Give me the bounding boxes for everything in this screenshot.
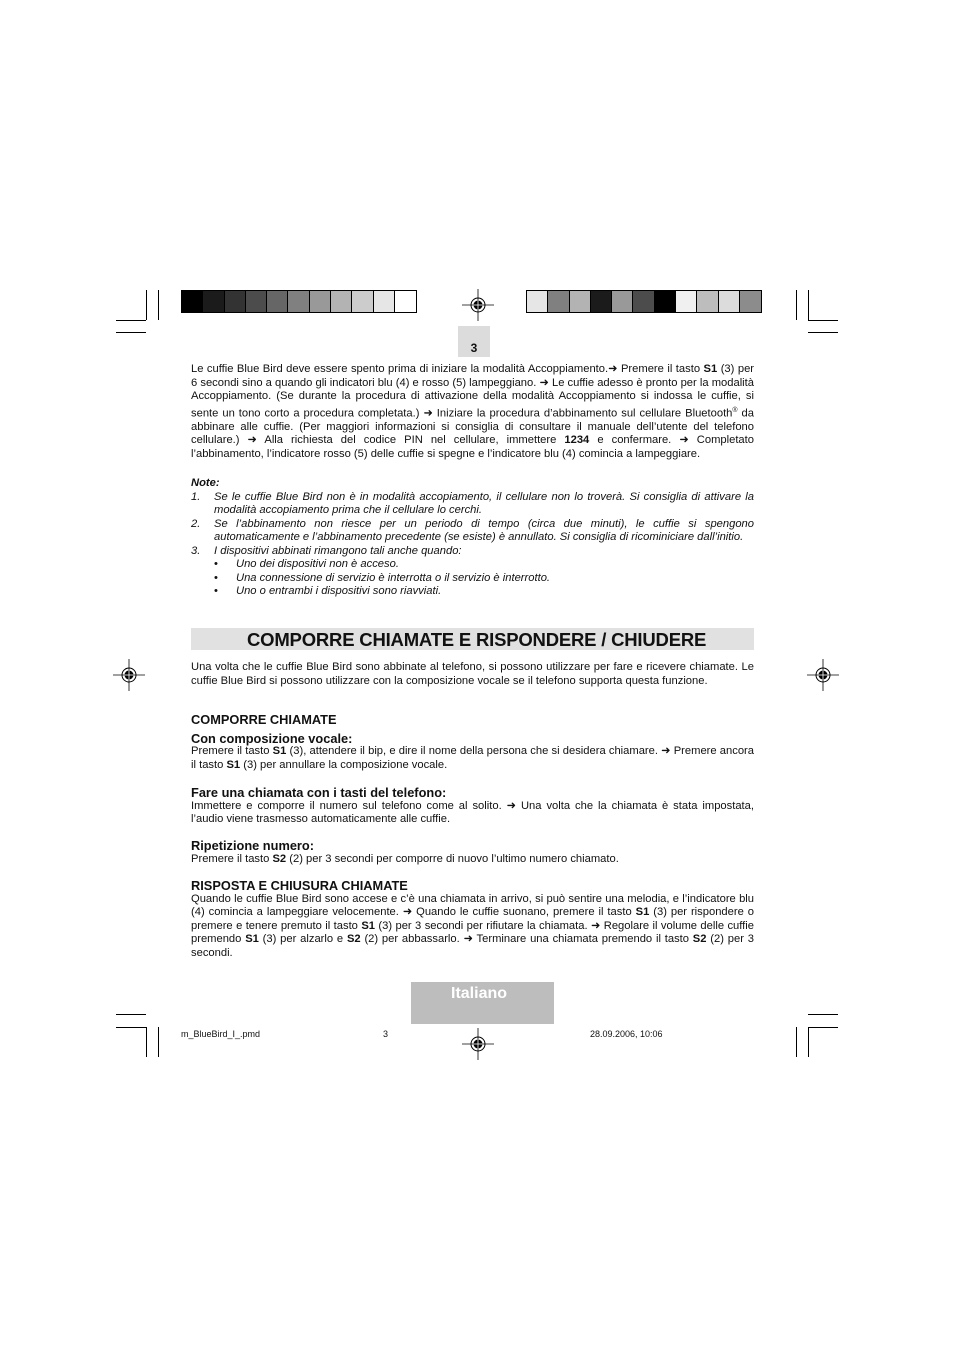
color-swatch: [374, 291, 395, 312]
color-swatch: [331, 291, 352, 312]
footer-page: 3: [383, 1029, 389, 1039]
ripetizione-heading: Ripetizione numero:: [191, 838, 314, 853]
color-swatch: [548, 291, 569, 312]
color-calibration-bar-left: [181, 290, 417, 313]
notes-title: Note:: [191, 477, 220, 489]
color-calibration-bar-right: [526, 290, 762, 313]
crop-mark: [146, 290, 147, 320]
crop-mark: [146, 1027, 147, 1057]
color-swatch: [267, 291, 288, 312]
arrow-icon: ➜: [590, 919, 601, 932]
registration-mark-icon: [113, 659, 145, 691]
color-swatch: [203, 291, 224, 312]
color-swatch: [182, 291, 203, 312]
arrow-icon: ➜: [247, 434, 257, 447]
note-item: 3. I dispositivi abbinati rimangono tali anche quando: • Uno dei dispositivi non è acceso. • Una connessione di servizio è interrotta o il servizio è interrotto. • Uno o entrambi i dispositivi sono riavviati.: [191, 545, 754, 599]
registration-mark-icon: [462, 1028, 494, 1060]
crop-mark: [808, 332, 838, 333]
intro-paragraph: Le cuffie Blue Bird deve essere spento prima di iniziare la modalità Accoppiamento.➜ Premere il tasto S1 (3) per 6 secondi sino a quando gli indicatori blu (4) e rosso (5) lampeggiano. ➜ Le cuffie adesso è pronto per la modalità Accoppiamento. (Se durante la procedura di attivazione della modalità Accoppiamento si indossa le cuffie, si sente un tono corto a procedura completata.) ➜ Iniziare la procedura d’abbinamento sul cellulare Bluetooth® da abbinare alle cuffie. (Per maggiori informazioni si consiglia di consultare il manuale dell’utente del telefono cellulare.) ➜ Alla richiesta del codice PIN nel cellulare, immettere 1234 e confermare. ➜ Completato l’abbinamento, l’indicatore rosso (5) delle cuffie si spegne e l’indicatore blu (4) comincia a lampeggiare.: [191, 363, 755, 460]
color-swatch: [591, 291, 612, 312]
arrow-icon: ➜: [661, 745, 671, 757]
arrow-icon: ➜: [402, 906, 413, 918]
color-swatch: [310, 291, 331, 312]
registration-mark-icon: [807, 659, 839, 691]
crop-mark: [116, 1014, 146, 1015]
vocale-heading: Con composizione vocale:: [191, 730, 353, 746]
language-tab: Italiano: [411, 982, 554, 1024]
crop-mark: [116, 1027, 146, 1028]
color-swatch: [527, 291, 548, 312]
color-swatch: [633, 291, 654, 312]
crop-mark: [116, 332, 146, 333]
arrow-icon: ➜: [539, 376, 549, 389]
color-swatch: [288, 291, 309, 312]
note-item: 1. Se le cuffie Blue Bird non è in modalità accopiamento, il cellulare non lo troverà. Si consiglia di attivare la modalità accopiamento prima che il cellulare lo cerchi.: [191, 490, 754, 516]
notes-list: [191, 491, 754, 599]
crop-mark: [796, 290, 797, 320]
crop-mark: [158, 290, 159, 320]
risposta-heading: RISPOSTA E CHIUSURA CHIAMATE: [191, 878, 408, 893]
comporre-block: COMPORRE CHIAMATE Con composizione vocale: Premere il tasto S1 (3), attendere il bip, e dire il nome della persona che si desidera chiamare. ➜ Premere ancora il tasto S1 (3) per annullare la composizione vocale.: [191, 712, 754, 771]
arrow-icon: ➜: [423, 407, 433, 420]
comporre-heading: COMPORRE CHIAMATE: [191, 712, 337, 727]
ripetizione-block: Ripetizione numero: Premere il tasto S2 (2) per 3 secondi per comporre di nuovo l’ultimo numero chiamato.: [191, 839, 754, 866]
crop-mark: [158, 1027, 159, 1057]
footer-filename: m_BlueBird_I_.pmd: [181, 1029, 261, 1039]
color-swatch: [740, 291, 761, 312]
arrow-icon: ➜: [463, 933, 473, 945]
section-intro: Una volta che le cuffie Blue Bird sono abbinate al telefono, si possono utilizzare per fare e ricevere chiamate. Le cuffie Blue Bird si possono utilizzare con la composizione vocale se il telefono supporta questa funzione.: [191, 661, 754, 687]
bullet-item: • Uno dei dispositivi non è acceso.: [214, 558, 754, 572]
color-swatch: [655, 291, 676, 312]
crop-mark: [808, 320, 838, 321]
color-swatch: [246, 291, 267, 312]
risposta-block: RISPOSTA E CHIUSURA CHIAMATE Quando le cuffie Blue Bird sono accese e c’è una chiamata in arrivo, si può sentire una melodia, e l’indicatore blu (4) comincia a lampeggiare velocemente. ➜ Quando le cuffie suonano, premere il tasto S1 (3) per rispondere o premere e tenere premuto il tasto S1 (3) per 3 secondi per rifiutare la chiamata. ➜ Regolare il volume delle cuffie premendo S1 (3) per alzarlo e S2 (2) per abbassarlo. ➜ Terminare una chiamata premendo il tasto S2 (2) per 3 secondi.: [191, 878, 754, 959]
crop-mark: [808, 1027, 838, 1028]
tasti-heading: Fare una chiamata con i tasti del telefono:: [191, 785, 447, 800]
note-bullets: [214, 558, 754, 599]
notes-block: [191, 477, 754, 599]
color-swatch: [352, 291, 373, 312]
color-swatch: [570, 291, 591, 312]
arrow-icon: ➜: [506, 799, 517, 812]
tasti-block: Fare una chiamata con i tasti del telefono: Immettere e comporre il numero sul telefono come al solito. ➜ Una volta che la chiamata è stata impostata, l’audio viene trasmesso automaticamente alle cuffie.: [191, 785, 754, 825]
crop-mark: [796, 1027, 797, 1057]
bullet-item: • Uno o entrambi i dispositivi sono riavviati.: [214, 585, 754, 599]
color-swatch: [612, 291, 633, 312]
bullet-item: • Una connessione di servizio è interrotta o il servizio è interrotto.: [214, 572, 754, 586]
crop-mark: [116, 320, 146, 321]
crop-mark: [808, 290, 809, 320]
footer-date: 28.09.2006, 10:06: [590, 1029, 663, 1039]
note-item: 2. Se l’abbinamento non riesce per un periodo di tempo (circa due minuti), le cuffie si spengono automaticamente e l’abbinamento precedente (se esiste) è annullato. Si consiglia di ricominiciare dall’initio.: [191, 517, 754, 543]
registration-mark-icon: [462, 289, 494, 321]
color-swatch: [697, 291, 718, 312]
section-title: COMPORRE CHIAMATE E RISPONDERE / CHIUDERE: [191, 628, 754, 650]
color-swatch: [719, 291, 740, 312]
arrow-icon: ➜: [608, 363, 618, 375]
arrow-icon: ➜: [679, 434, 689, 447]
color-swatch: [225, 291, 246, 312]
page-number: 3: [458, 326, 490, 357]
color-swatch: [676, 291, 697, 312]
crop-mark: [808, 1027, 809, 1057]
crop-mark: [808, 1014, 838, 1015]
color-swatch: [395, 291, 416, 312]
